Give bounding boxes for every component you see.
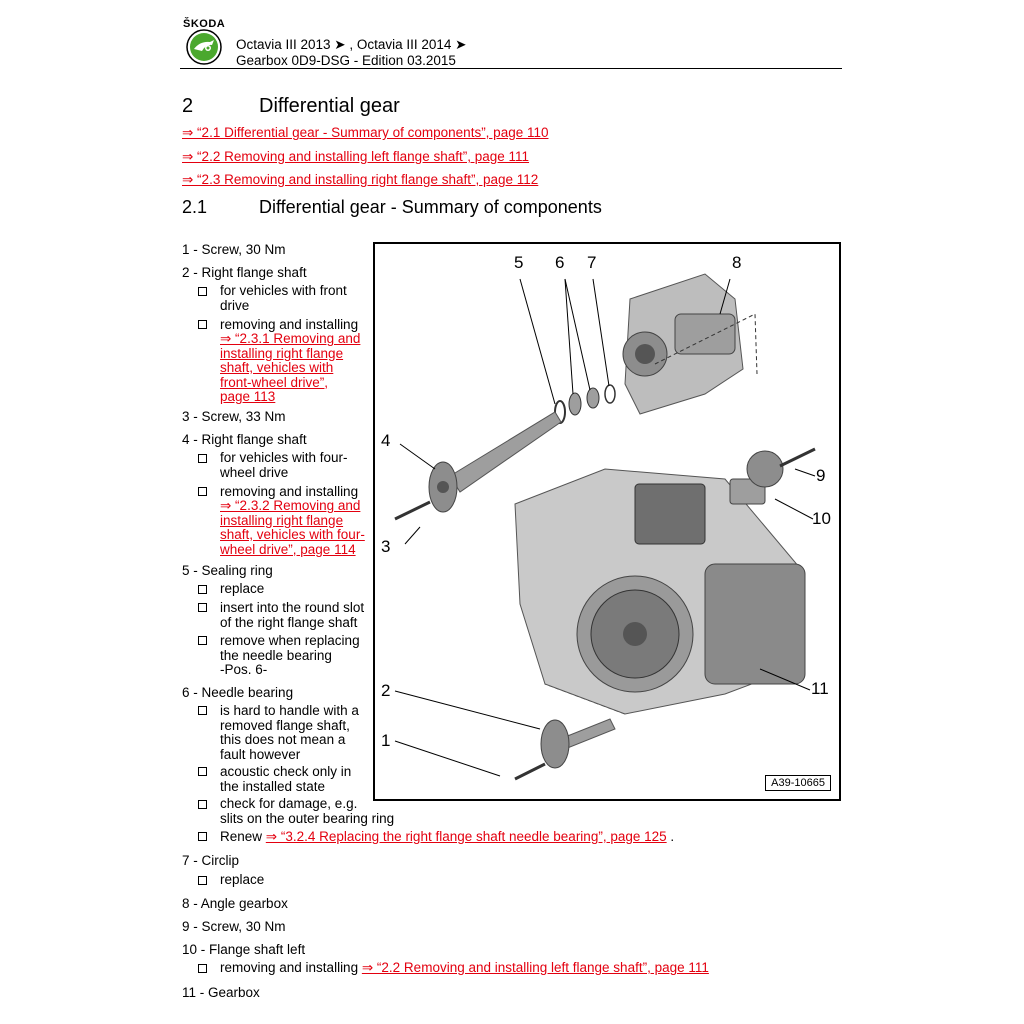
bullet-box-icon	[198, 585, 207, 594]
link-2-3-1[interactable]: ⇒ “2.3.1 Removing and installing right flange shaft, vehicles with front-wheel drive”, page 113	[220, 331, 361, 404]
section-number: 2	[182, 95, 194, 117]
item-7-replace: replace	[220, 872, 265, 887]
item-3-screw: 3 - Screw, 33 Nm	[182, 409, 286, 424]
item-10-flange-shaft-left: 10 - Flange shaft left	[182, 942, 306, 957]
item-6-handling-note: is hard to handle with a removed flange shaft, this does not mean a fault however	[220, 703, 359, 762]
item-2-right-flange-shaft: 2 - Right flange shaft	[182, 265, 307, 280]
callout-10: 10	[812, 509, 831, 528]
callout-9: 9	[816, 466, 826, 485]
bullet-box-icon	[198, 964, 207, 973]
bullet-box-icon	[198, 706, 207, 715]
header-divider	[180, 68, 842, 69]
callout-3: 3	[381, 537, 391, 556]
bullet-box-icon	[198, 487, 207, 496]
item-4-removing-installing: removing and installing	[220, 484, 359, 499]
link-summary-components[interactable]: ⇒ “2.1 Differential gear - Summary of components”, page 110	[182, 125, 549, 140]
item-8-angle-gearbox: 8 - Angle gearbox	[182, 896, 288, 911]
bullet-box-icon	[198, 287, 207, 296]
circlip-drawing	[605, 385, 615, 403]
bullet-box-icon	[198, 636, 207, 645]
item-6-needle-bearing: 6 - Needle bearing	[182, 685, 294, 700]
needle-bearing-drawing	[569, 393, 581, 415]
exploded-view-drawing	[375, 244, 838, 798]
header-edition-line: Gearbox 0D9-DSG - Edition 03.2015	[236, 53, 456, 68]
item-4-right-flange-shaft: 4 - Right flange shaft	[182, 432, 307, 447]
item-6-renew: Renew ⇒ “3.2.4 Replacing the right flange shaft needle bearing”, page 125 .	[220, 829, 675, 844]
callout-1: 1	[381, 731, 391, 750]
callout-4: 4	[381, 431, 391, 450]
link-2-2[interactable]: ⇒ “2.2 Removing and installing left flange shaft”, page 111	[361, 960, 709, 975]
item-6-acoustic-check: acoustic check only in the installed state	[220, 764, 352, 794]
item-5-insert-note: insert into the round slot of the right flange shaft	[220, 600, 365, 630]
left-flange-shaft-drawing	[730, 451, 783, 504]
bullet-box-icon	[198, 876, 207, 885]
header-model-line: Octavia III 2013 ➤ , Octavia III 2014 ➤	[236, 37, 467, 52]
skoda-logo-icon	[186, 29, 222, 65]
section-title: Differential gear	[259, 95, 400, 117]
item-2-removing-installing: removing and installing	[220, 317, 359, 332]
link-2-3-2[interactable]: ⇒ “2.3.2 Removing and installing right flange shaft, vehicles with four- wheel drive”, page 114	[220, 498, 365, 557]
callout-8: 8	[732, 253, 742, 272]
link-left-flange-shaft[interactable]: ⇒ “2.2 Removing and installing left flange shaft”, page 111	[182, 149, 530, 164]
item-5-sealing-ring: 5 - Sealing ring	[182, 563, 273, 578]
right-flange-shaft-fwd-drawing	[541, 719, 615, 768]
item-2-note-front-drive: for vehicles with front drive	[220, 283, 347, 313]
item-4-note-four-wheel: for vehicles with four- wheel drive	[220, 450, 348, 480]
callout-7: 7	[587, 253, 597, 272]
bullet-box-icon	[198, 767, 207, 776]
callout-6: 6	[555, 253, 565, 272]
subsection-title: Differential gear - Summary of components	[259, 197, 602, 217]
brand-name: ŠKODA	[183, 18, 226, 30]
item-5-replace: replace	[220, 581, 265, 596]
item-11-gearbox: 11 - Gearbox	[182, 985, 260, 1000]
subsection-number: 2.1	[182, 197, 208, 217]
item-10-removing-installing: removing and installing ⇒ “2.2 Removing and installing left flange shaft”, page 111	[220, 960, 709, 975]
item-5-remove-note: remove when replacing the needle bearing -Pos. 6-	[220, 633, 360, 677]
bullet-box-icon	[198, 320, 207, 329]
exploded-view-figure	[373, 242, 841, 801]
bullet-box-icon	[198, 603, 207, 612]
callout-5: 5	[514, 253, 524, 272]
gearbox-housing-drawing	[515, 469, 805, 714]
link-right-flange-shaft[interactable]: ⇒ “2.3 Removing and installing right flange shaft”, page 112	[182, 172, 539, 187]
callout-11: 11	[811, 679, 829, 698]
figure-id-label: A39-10665	[765, 775, 831, 791]
link-3-2-4[interactable]: ⇒ “3.2.4 Replacing the right flange shaft needle bearing”, page 125	[265, 829, 667, 844]
item-7-circlip: 7 - Circlip	[182, 853, 240, 868]
bullet-box-icon	[198, 800, 207, 809]
item-9-screw: 9 - Screw, 30 Nm	[182, 919, 286, 934]
item-6-damage-check: check for damage, e.g. slits on the outer bearing ring	[220, 796, 395, 826]
callout-2: 2	[381, 681, 391, 700]
bullet-box-icon	[198, 454, 207, 463]
item-1-screw: 1 - Screw, 30 Nm	[182, 242, 286, 257]
bullet-box-icon	[198, 832, 207, 841]
